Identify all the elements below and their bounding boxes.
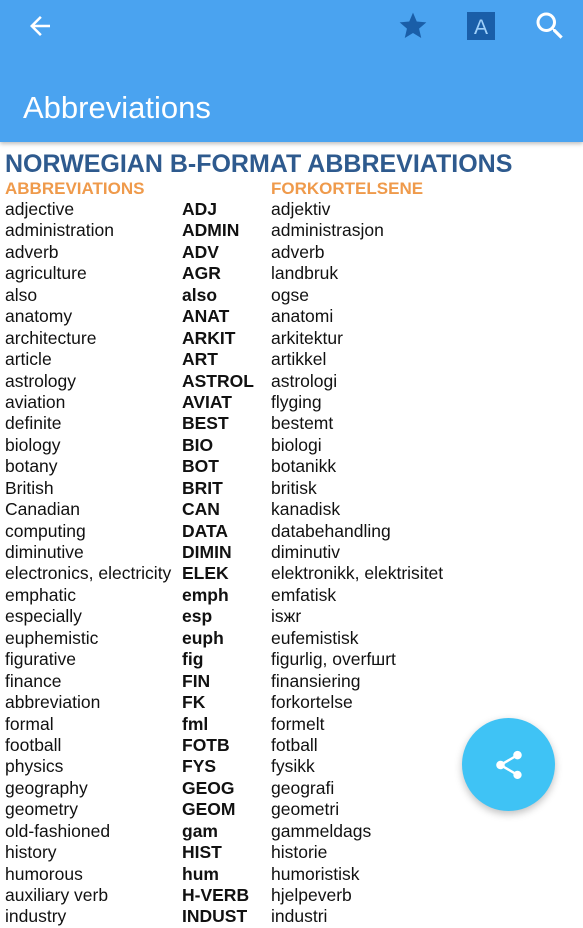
- english-term: auxiliary verb: [5, 885, 109, 905]
- norwegian-term: ogse: [271, 284, 309, 305]
- norwegian-term: emfatisk: [271, 584, 337, 605]
- app-bar: [0, 0, 583, 142]
- norwegian-term: industri: [271, 906, 328, 927]
- table-row: [0, 606, 583, 627]
- abbreviation: H-VERB: [182, 885, 250, 905]
- back-button[interactable]: [14, 4, 66, 48]
- arrow-left-icon: [25, 11, 55, 41]
- norwegian-term: historie: [271, 842, 328, 863]
- norwegian-term: artikkel: [271, 349, 327, 370]
- table-row: [0, 821, 583, 842]
- english-term: figurative: [5, 649, 77, 670]
- english-term: administration: [5, 220, 114, 241]
- abbreviation: hum: [182, 863, 219, 884]
- english-term: electronics, electricity: [5, 563, 172, 584]
- table-row: [0, 521, 583, 542]
- norwegian-term: forkortelse: [271, 692, 353, 713]
- norwegian-term: botanikk: [271, 456, 337, 477]
- font-size-icon: [466, 11, 496, 41]
- english-term: adjective: [5, 199, 75, 219]
- english-term: physics: [5, 756, 64, 777]
- table-row: [0, 220, 583, 241]
- share-icon: [492, 748, 526, 782]
- norwegian-term: geografi: [271, 777, 335, 798]
- norwegian-term: databehandling: [271, 520, 391, 541]
- table-row: [0, 671, 583, 692]
- abbreviation: ADJ: [182, 199, 218, 219]
- share-button[interactable]: [462, 718, 555, 811]
- table-row: [0, 349, 583, 370]
- font-icon-letter: A: [473, 16, 489, 39]
- favorite-button[interactable]: [388, 4, 438, 48]
- norwegian-term: kanadisk: [271, 499, 341, 520]
- english-term: botany: [5, 456, 58, 477]
- abbreviation: FYS: [182, 756, 217, 777]
- english-term: architecture: [5, 327, 97, 348]
- abbreviation: DIMIN: [182, 542, 232, 562]
- table-row: [0, 199, 583, 220]
- english-term: euphemistic: [5, 627, 99, 648]
- abbreviation: ARKIT: [182, 327, 236, 348]
- norwegian-term: anatomi: [271, 306, 334, 327]
- table-row: [0, 906, 583, 927]
- abbreviation: BIO: [182, 434, 214, 455]
- norwegian-term: hjelpeverb: [271, 885, 352, 905]
- english-term: humorous: [5, 863, 83, 884]
- english-term: also: [5, 284, 38, 305]
- english-term: geometry: [5, 799, 78, 820]
- table-row: [0, 885, 583, 906]
- english-term: definite: [5, 413, 62, 434]
- norwegian-term: administrasjon: [271, 220, 384, 241]
- search-button[interactable]: [524, 4, 576, 48]
- norwegian-term: formelt: [271, 713, 325, 734]
- english-term: emphatic: [5, 584, 77, 605]
- search-icon: [532, 8, 568, 44]
- abbreviation: FOTB: [182, 734, 230, 755]
- abbreviation: DATA: [182, 520, 229, 541]
- norwegian-term: astrologi: [271, 370, 338, 391]
- norwegian-term: flyging: [271, 391, 322, 412]
- abbreviation: CAN: [182, 499, 220, 520]
- abbreviation: emph: [182, 584, 229, 605]
- norwegian-term: elektronikk, elektrisitet: [271, 563, 444, 584]
- english-term: finance: [5, 670, 62, 691]
- abbreviation: ANAT: [182, 306, 230, 327]
- abbreviation: BEST: [182, 413, 229, 434]
- norwegian-term: landbruk: [271, 263, 339, 284]
- norwegian-term: biologi: [271, 434, 322, 455]
- abbreviation: esp: [182, 606, 213, 627]
- abbreviation: fig: [182, 649, 204, 670]
- english-term: geography: [5, 777, 88, 798]
- table-row: [0, 628, 583, 649]
- norwegian-term: bestemt: [271, 413, 334, 434]
- norwegian-term: geometri: [271, 799, 340, 820]
- abbreviation: AGR: [182, 263, 221, 284]
- norwegian-term: isжr: [271, 606, 302, 627]
- english-term: biology: [5, 434, 61, 455]
- abbreviation: fml: [182, 713, 209, 734]
- norwegian-term: fotball: [271, 734, 318, 755]
- english-term: formal: [5, 713, 54, 734]
- table-row: [0, 328, 583, 349]
- english-term: especially: [5, 606, 82, 627]
- abbreviation: also: [182, 284, 218, 305]
- abbreviation: ADV: [182, 241, 219, 262]
- table-row: [0, 499, 583, 520]
- english-term: old-fashioned: [5, 820, 111, 841]
- table-row: [0, 371, 583, 392]
- english-term: agriculture: [5, 263, 87, 284]
- english-term: abbreviation: [5, 692, 101, 713]
- english-term: adverb: [5, 241, 59, 262]
- table-row: [0, 649, 583, 670]
- abbreviation-list: [0, 199, 583, 928]
- norwegian-term: finansiering: [271, 670, 361, 691]
- english-term: aviation: [5, 391, 66, 412]
- column-header-norwegian: FORKORTELSENE: [271, 179, 424, 198]
- table-row: [0, 585, 583, 606]
- table-row: [0, 864, 583, 885]
- abbreviation: FK: [182, 692, 206, 713]
- table-row: [0, 842, 583, 863]
- english-term: football: [5, 734, 62, 755]
- section-heading: NORWEGIAN B-FORMAT ABBREVIATIONS: [5, 150, 513, 178]
- english-term: computing: [5, 520, 86, 541]
- norwegian-term: figurlig, overfшrt: [271, 649, 396, 670]
- english-term: anatomy: [5, 306, 73, 327]
- star-icon: [397, 10, 429, 42]
- abbreviation: GEOG: [182, 777, 235, 798]
- table-row: [0, 478, 583, 499]
- table-row: [0, 242, 583, 263]
- norwegian-term: arkitektur: [271, 327, 343, 348]
- table-row: [0, 435, 583, 456]
- norwegian-term: humoristisk: [271, 863, 360, 884]
- english-term: astrology: [5, 370, 77, 391]
- english-term: article: [5, 349, 52, 370]
- norwegian-term: fysikk: [271, 756, 315, 777]
- abbreviation: BRIT: [182, 477, 223, 498]
- english-term: British: [5, 477, 54, 498]
- table-row: [0, 542, 583, 563]
- table-row: [0, 285, 583, 306]
- english-term: diminutive: [5, 542, 84, 562]
- abbreviation: INDUST: [182, 906, 248, 927]
- abbreviation: euph: [182, 627, 224, 648]
- page-title: Abbreviations: [23, 90, 211, 125]
- table-row: [0, 563, 583, 584]
- abbreviation: ART: [182, 349, 218, 370]
- norwegian-term: eufemistisk: [271, 627, 359, 648]
- table-row: [0, 692, 583, 713]
- column-header-english: ABBREVIATIONS: [5, 179, 145, 198]
- abbreviation: ADMIN: [182, 220, 240, 241]
- table-row: [0, 306, 583, 327]
- english-term: history: [5, 842, 57, 863]
- norwegian-term: adverb: [271, 241, 325, 262]
- norwegian-term: gammeldags: [271, 820, 372, 841]
- norwegian-term: britisk: [271, 477, 317, 498]
- english-term: Canadian: [5, 499, 80, 520]
- table-row: [0, 413, 583, 434]
- abbreviation: HIST: [182, 842, 222, 863]
- abbreviation: GEOM: [182, 799, 236, 820]
- abbreviation: AVIAT: [182, 391, 232, 412]
- font-size-button[interactable]: [456, 4, 506, 48]
- abbreviation: FIN: [182, 670, 211, 691]
- abbreviation: gam: [182, 820, 218, 841]
- norwegian-term: adjektiv: [271, 199, 331, 219]
- table-row: [0, 263, 583, 284]
- english-term: industry: [5, 906, 67, 927]
- table-row: [0, 392, 583, 413]
- table-row: [0, 456, 583, 477]
- norwegian-term: diminutiv: [271, 542, 341, 562]
- abbreviation: ASTROL: [182, 370, 254, 391]
- abbreviation: BOT: [182, 456, 219, 477]
- abbreviation: ELEK: [182, 563, 229, 584]
